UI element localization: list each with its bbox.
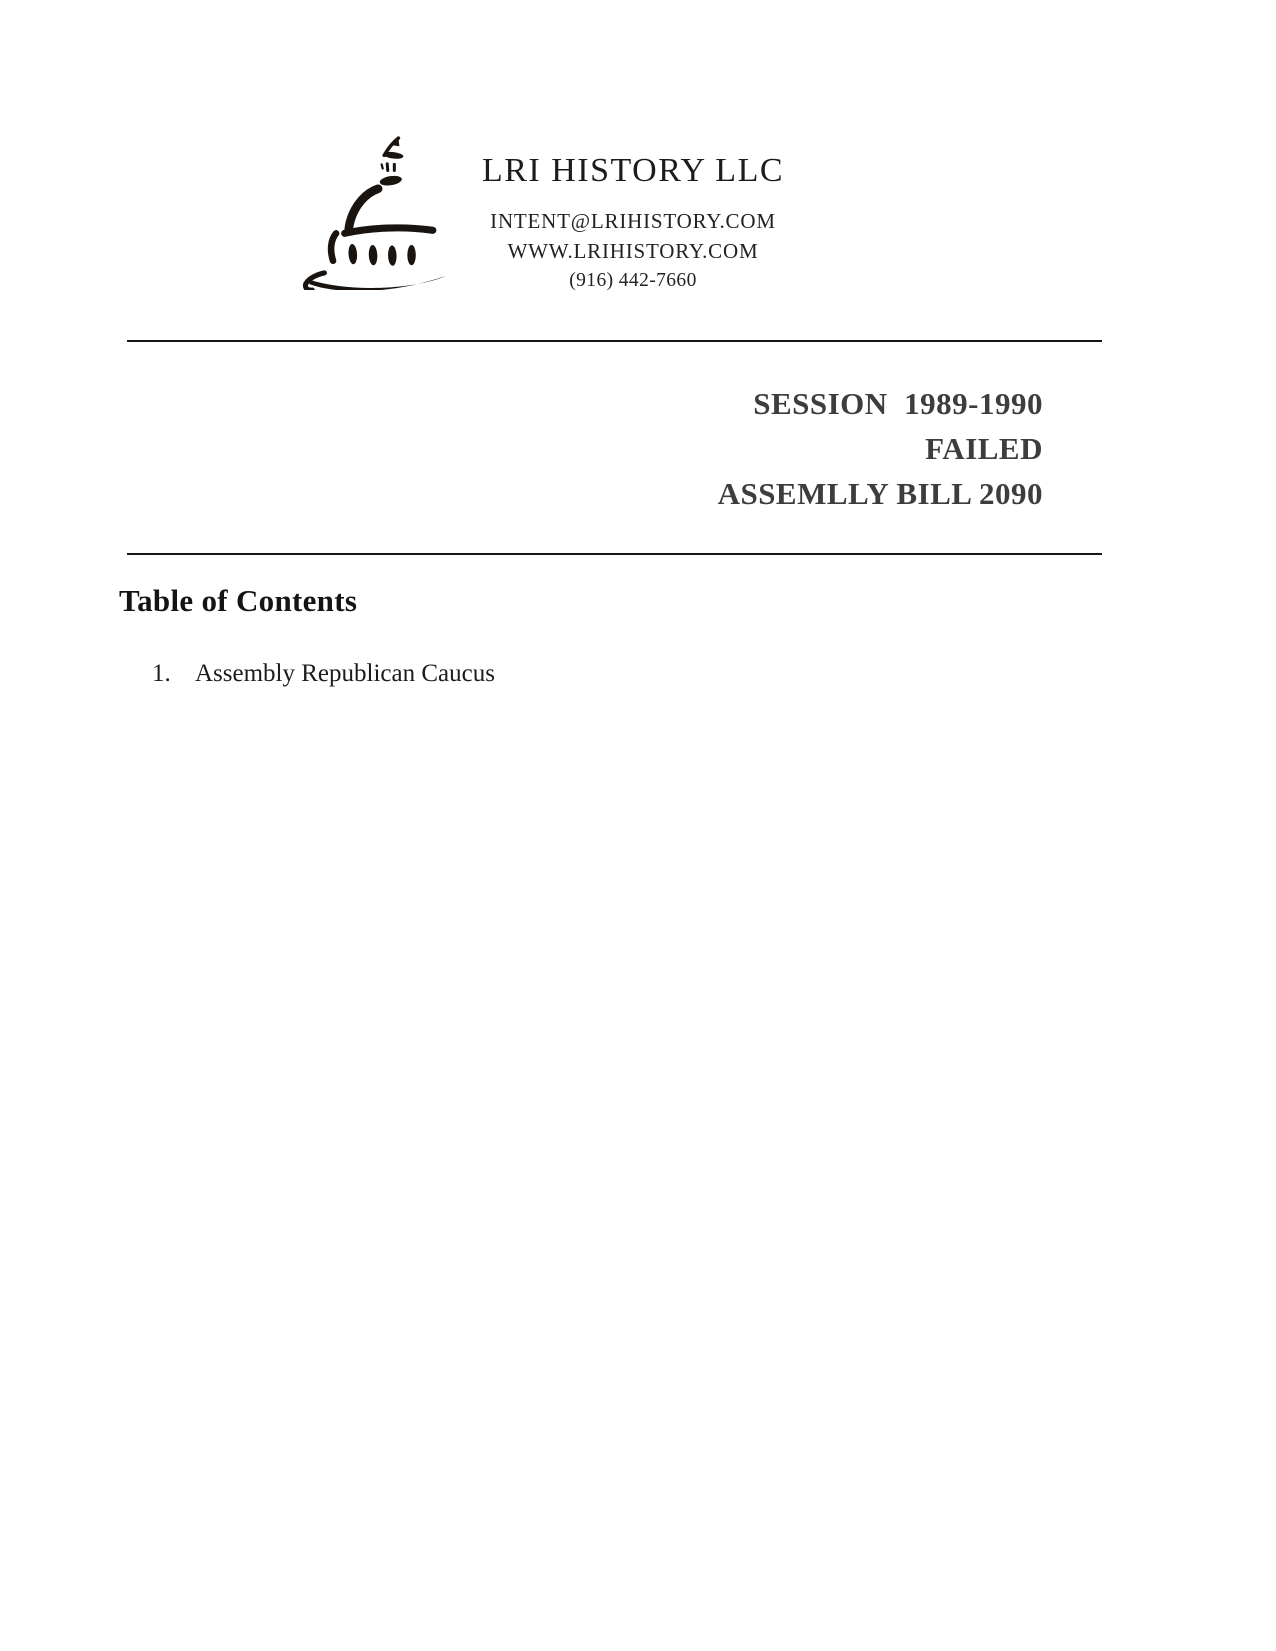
capitol-dome-logo-icon <box>293 124 445 290</box>
toc-item <box>152 657 495 691</box>
company-email: INTENT@LRIHISTORY.COM <box>490 209 776 233</box>
toc-item-number: 1. <box>152 660 171 687</box>
company-phone: (916) 442-7660 <box>569 270 697 291</box>
horizontal-rule-bottom <box>127 553 1102 555</box>
company-name: LRI HISTORY LLC <box>481 152 785 189</box>
toc-title: Table of Contents <box>119 583 358 618</box>
session-block <box>718 381 1043 516</box>
bill-line: ASSEMLLY BILL 2090 <box>717 476 1043 511</box>
status-line: FAILED <box>925 431 1043 466</box>
company-website: WWW.LRIHISTORY.COM <box>507 239 759 263</box>
toc-list <box>152 657 495 691</box>
horizontal-rule-top <box>127 340 1102 342</box>
session-line: SESSION 1989-1990 <box>753 386 1043 421</box>
toc-item-label: Assembly Republican Caucus <box>195 660 495 687</box>
letterhead-text <box>433 150 833 295</box>
